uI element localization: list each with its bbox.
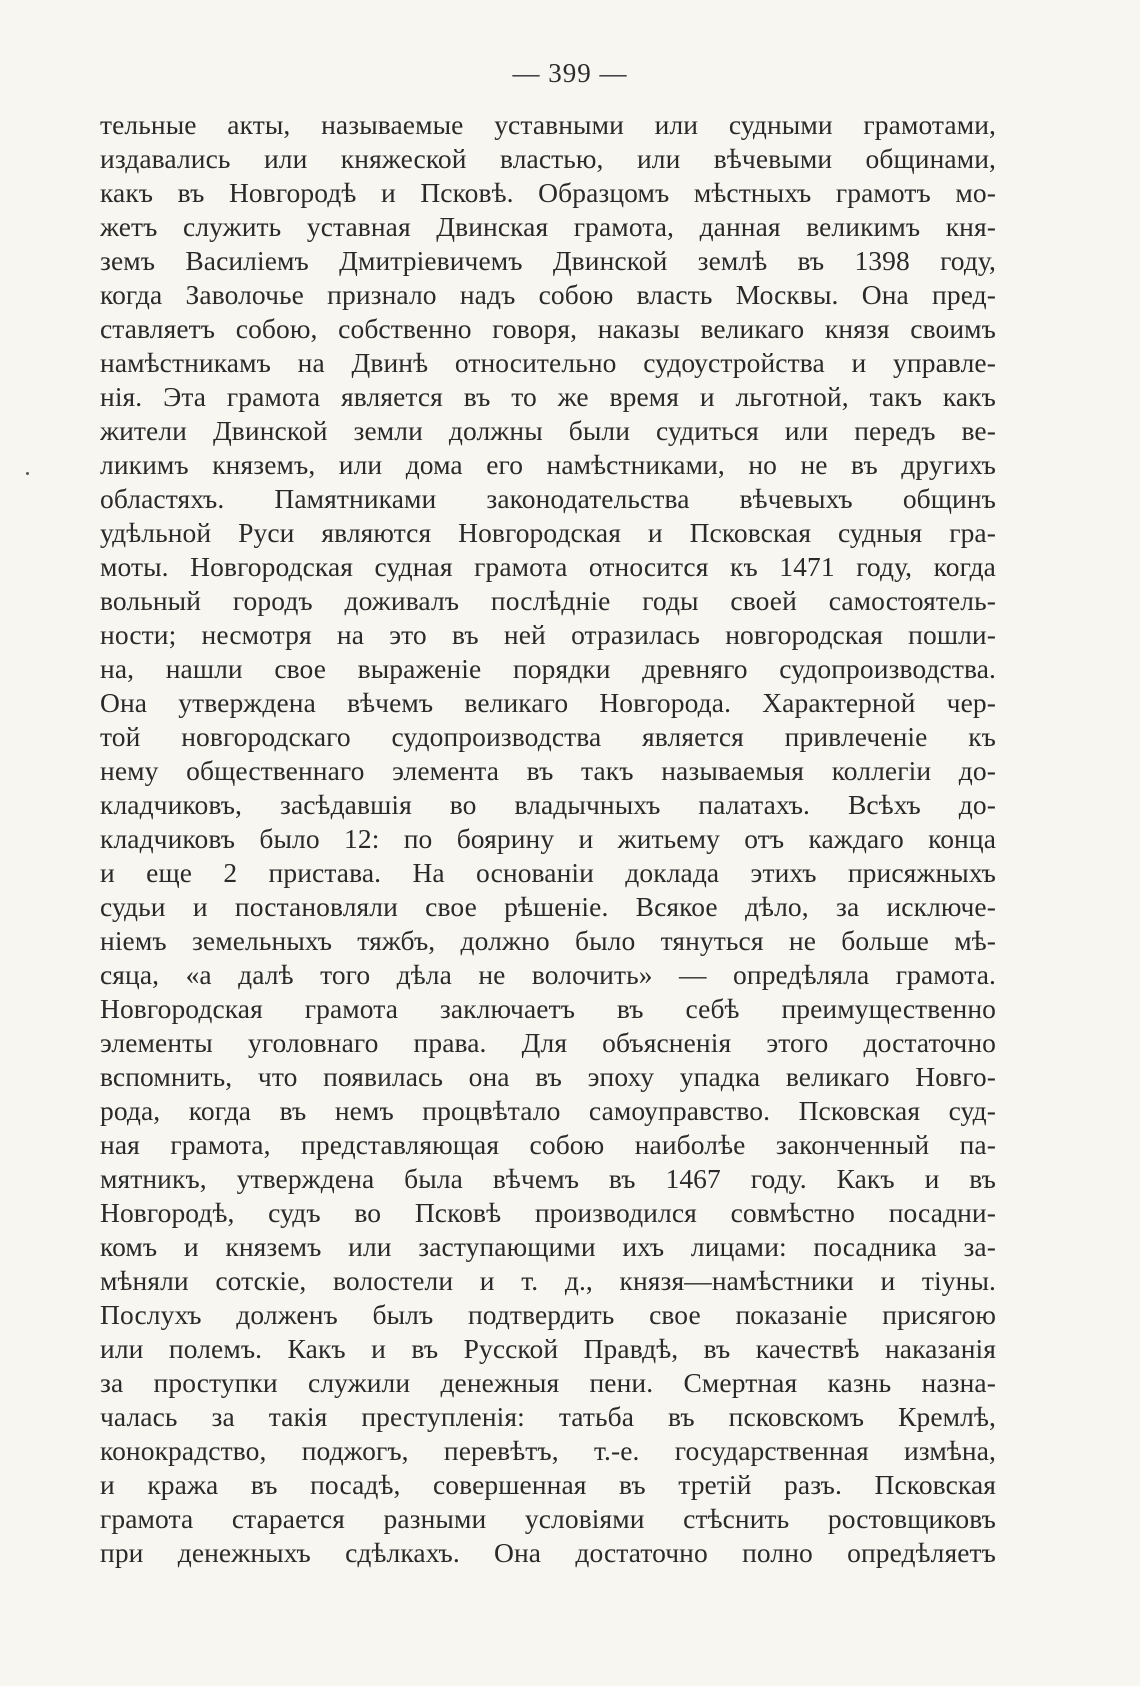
text-line: жетъ служить уставная Двинская грамота, данная великимъ кня- (100, 211, 996, 242)
text-line: ности; несмотря на это въ ней отразилась новгородская пошли- (100, 619, 996, 650)
text-line: нему общественнаго элемента въ такъ называемыя коллегіи до- (100, 755, 996, 786)
text-line: Она утверждена вѣчемъ великаго Новгорода. Характерной чер- (100, 687, 996, 718)
text-line: чалась за такія преступленія: татьба въ псковскомъ Кремлѣ, (100, 1401, 996, 1432)
text-line: и еще 2 пристава. На основаніи доклада этихъ присяжныхъ (100, 857, 996, 888)
text-line: нія. Эта грамота является въ то же время и льготной, такъ какъ (100, 381, 996, 412)
text-line: мѣняли сотскіе, волостели и т. д., князя—намѣстники и тіуны. (100, 1265, 996, 1296)
text-line: кладчиковъ, засѣдавшія во владычныхъ палатахъ. Всѣхъ до- (100, 789, 996, 820)
text-line: когда Заволочье признало надъ собою власть Москвы. Она пред- (100, 279, 996, 310)
text-line: намѣстникамъ на Двинѣ относительно судоустройства и управле- (100, 347, 996, 378)
text-line: ная грамота, представляющая собою наиболѣе законченный па- (100, 1129, 996, 1160)
text-line: и кража въ посадѣ, совершенная въ третій разъ. Псковская (100, 1469, 996, 1500)
text-line: тельные акты, называемые уставными или судными грамотами, (100, 109, 996, 140)
text-line: на, нашли свое выраженіе порядки древняго судопроизводства. (100, 653, 996, 684)
page-number: — 399 — (512, 58, 628, 88)
text-line: удѣльной Руси являются Новгородская и Псковская судныя гра- (100, 517, 996, 548)
text-line: земъ Василіемъ Дмитріевичемъ Двинской землѣ въ 1398 году, (100, 245, 996, 276)
text-line: ликимъ княземъ, или дома его намѣстниками, но не въ другихъ (100, 449, 996, 480)
text-line: мятникъ, утверждена была вѣчемъ въ 1467 году. Какъ и въ (100, 1163, 996, 1194)
text-line: той новгородскаго судопроизводства является привлеченіе къ (100, 721, 996, 752)
text-line: рода, когда въ немъ процвѣтало самоуправство. Псковская суд- (100, 1095, 996, 1126)
text-line: моты. Новгородская судная грамота относится къ 1471 году, когда (100, 551, 996, 582)
text-line: областяхъ. Памятниками законодательства вѣчевыхъ общинъ (100, 483, 996, 514)
text-line: Послухъ долженъ былъ подтвердить свое показаніе присягою (100, 1299, 996, 1330)
text-line: издавались или княжеской властью, или вѣчевыми общинами, (100, 143, 996, 174)
text-line: кладчиковъ было 12: по боярину и житьему отъ каждаго конца (100, 823, 996, 854)
text-line: конокрадство, поджогъ, перевѣтъ, т.-е. государственная измѣна, (100, 1435, 996, 1466)
text-line: ставляетъ собою, собственно говоря, наказы великаго князя своимъ (100, 313, 996, 344)
margin-mark (26, 472, 29, 475)
text-line: ніемъ земельныхъ тяжбъ, должно было тянуться не больше мѣ- (100, 925, 996, 956)
text-line: Новгородская грамота заключаетъ въ себѣ преимущественно (100, 993, 996, 1024)
text-line: элементы уголовнаго права. Для объясненія этого достаточно (100, 1027, 996, 1058)
body-text (100, 108, 996, 1570)
text-line: судьи и постановляли свое рѣшеніе. Всякое дѣло, за исключе- (100, 891, 996, 922)
text-line: или полемъ. Какъ и въ Русской Правдѣ, въ качествѣ наказанія (100, 1333, 996, 1364)
text-line: вспомнить, что появилась она въ эпоху упадка великаго Новго- (100, 1061, 996, 1092)
text-line: за проступки служили денежныя пени. Смертная казнь назна- (100, 1367, 996, 1398)
text-line: комъ и княземъ или заступающими ихъ лицами: посадника за- (100, 1231, 996, 1262)
text-line: жители Двинской земли должны были судиться или передъ ве- (100, 415, 996, 446)
text-line: какъ въ Новгородѣ и Псковѣ. Образцомъ мѣстныхъ грамотъ мо- (100, 177, 996, 208)
text-line: сяца, «а далѣ того дѣла не волочить» — опредѣляла грамота. (100, 959, 996, 990)
text-line: вольный городъ доживалъ послѣдніе годы своей самостоятель- (100, 585, 996, 616)
text-line: при денежныхъ сдѣлкахъ. Она достаточно полно опредѣляетъ (100, 1537, 996, 1568)
text-line: Новгородѣ, судъ во Псковѣ производился совмѣстно посадни- (100, 1197, 996, 1228)
text-line: грамота старается разными условіями стѣснить ростовщиковъ (100, 1503, 996, 1534)
